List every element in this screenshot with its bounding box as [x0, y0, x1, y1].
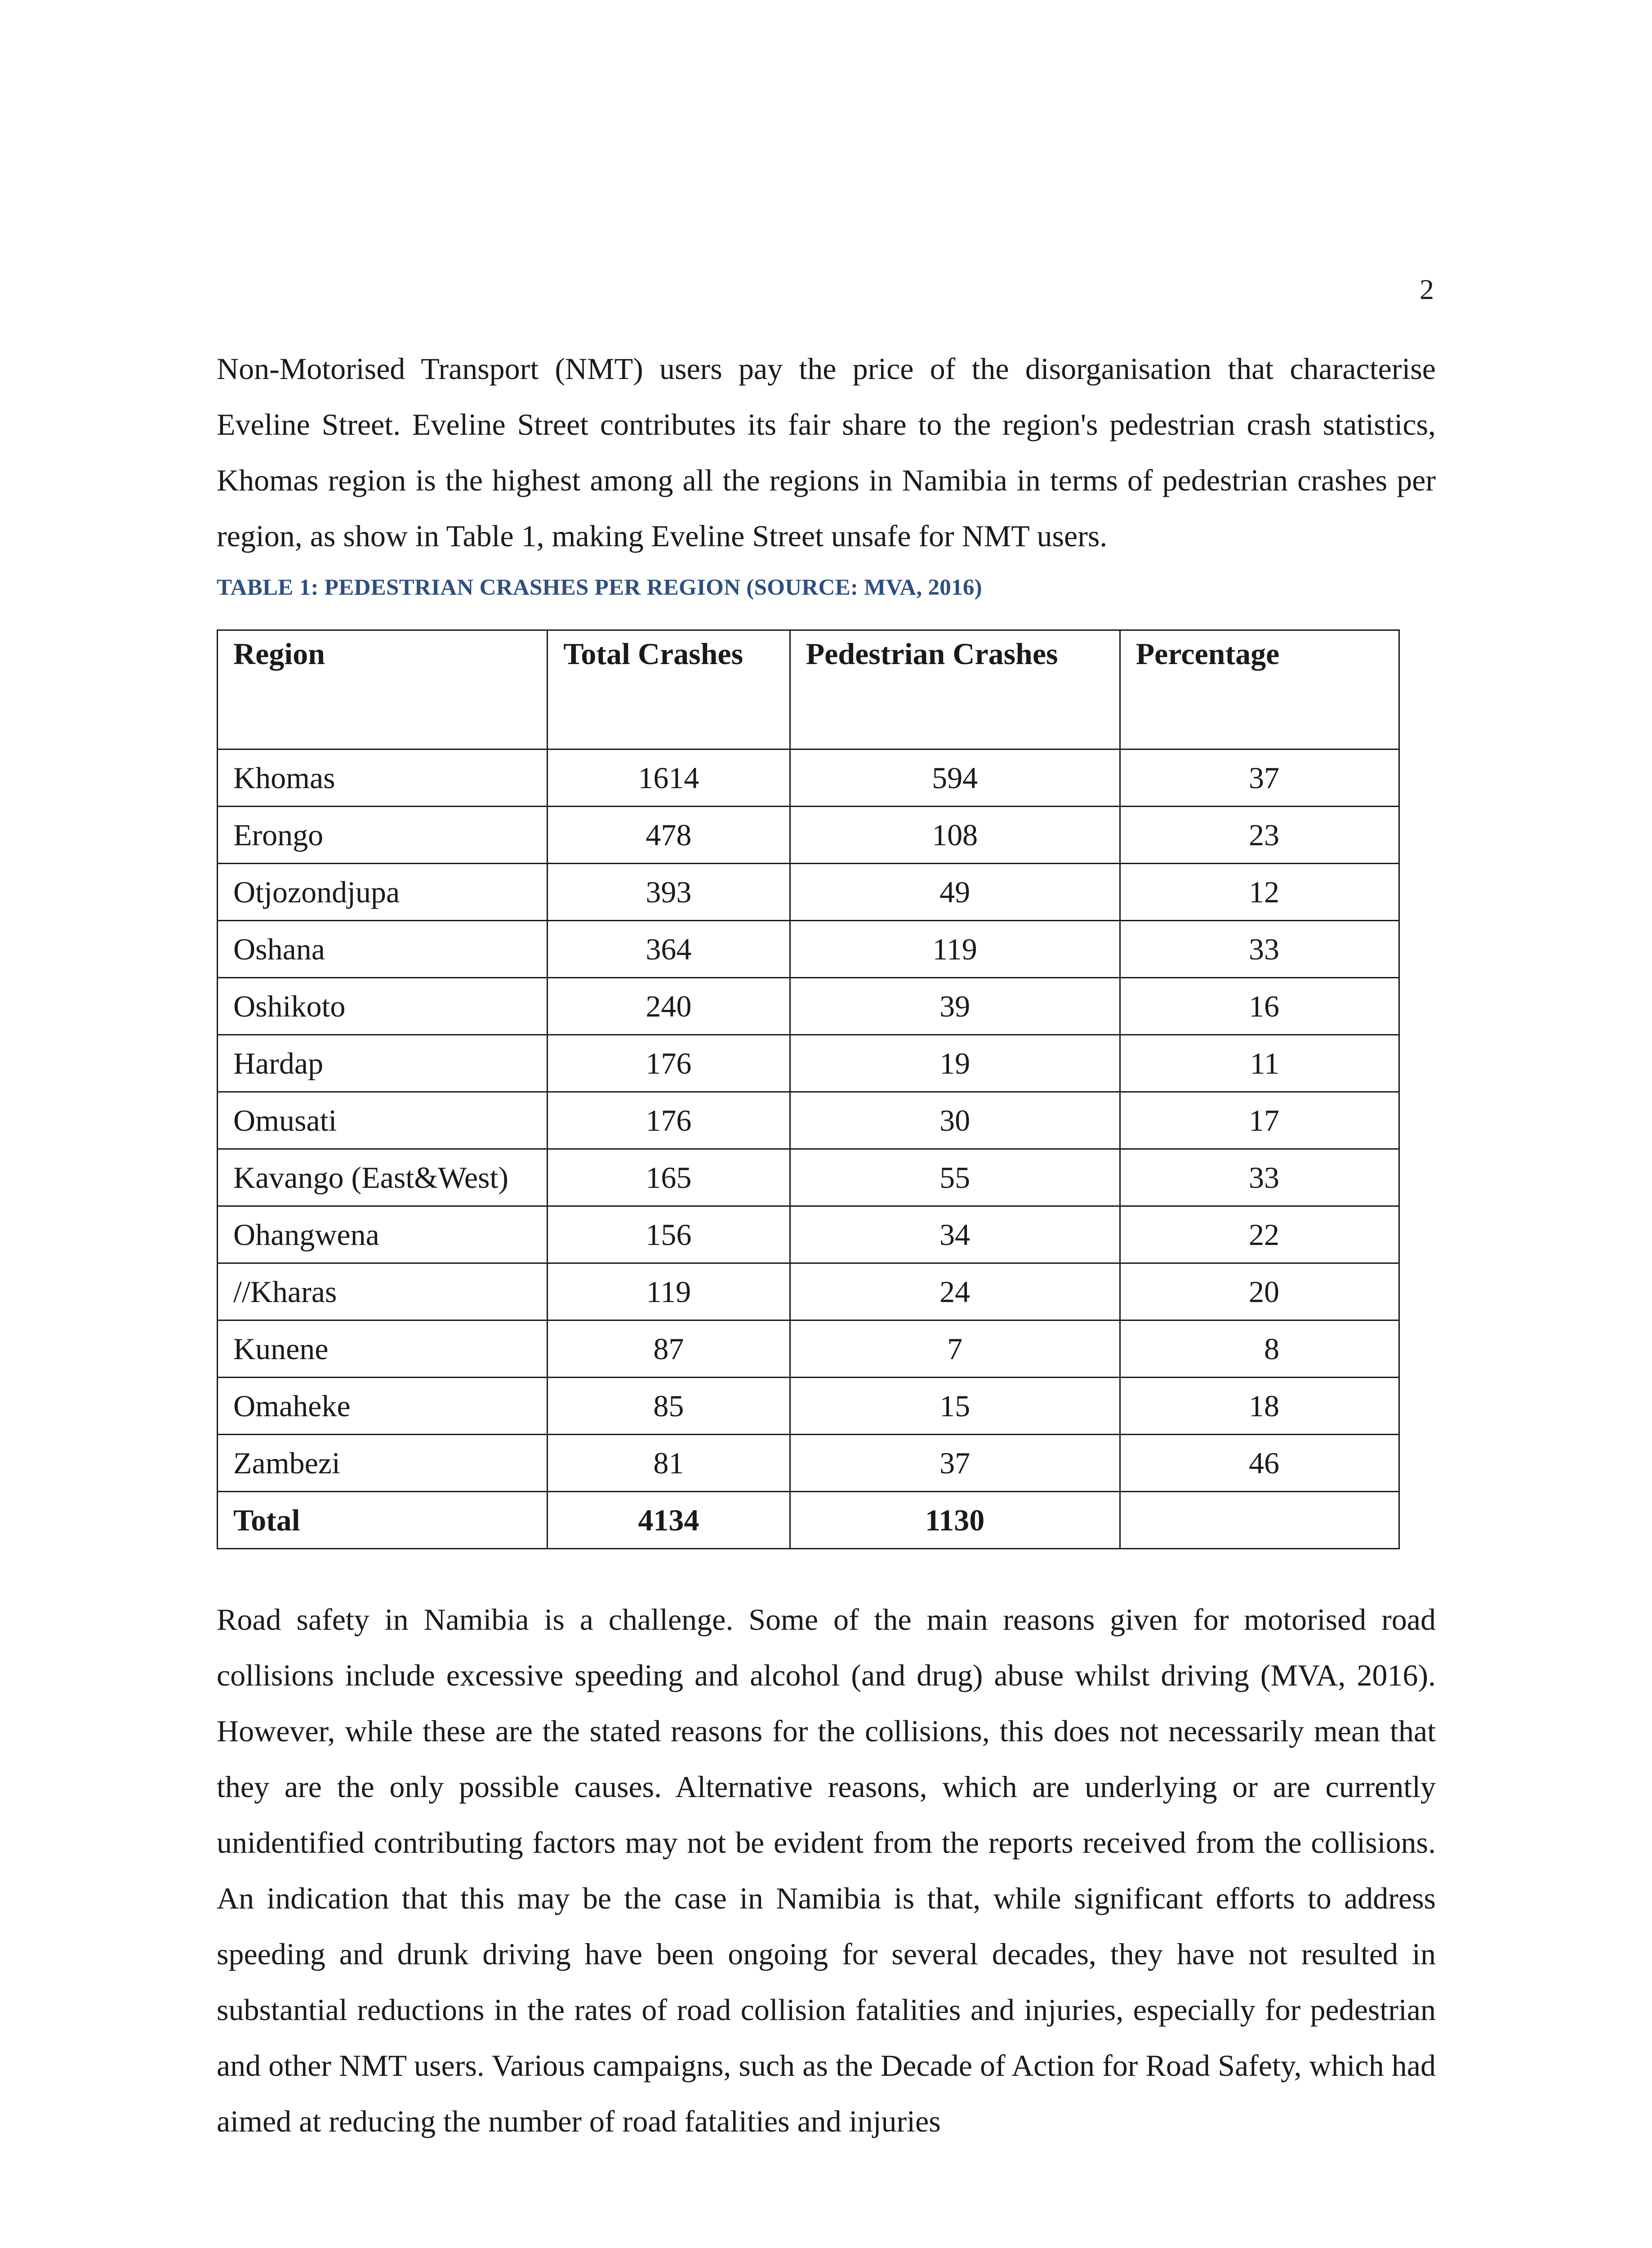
cell-pedestrian-crashes: 39: [790, 978, 1120, 1035]
cell-total-crashes: 364: [548, 921, 790, 978]
cell-total-crashes: 176: [548, 1092, 790, 1149]
table-row: [218, 1206, 1399, 1263]
cell-total-crashes: 165: [548, 1149, 790, 1206]
cell-region: Zambezi: [218, 1435, 548, 1492]
cell-region: Oshana: [218, 921, 548, 978]
cell-percentage: 11: [1120, 1035, 1399, 1092]
cell-percentage: 8: [1120, 1320, 1399, 1378]
cell-pedestrian-crashes: 15: [790, 1378, 1120, 1435]
table-row: [218, 1378, 1399, 1435]
cell-region: //Kharas: [218, 1263, 548, 1320]
cell-region: Kavango (East&West): [218, 1149, 548, 1206]
cell-percentage: 20: [1120, 1263, 1399, 1320]
body-paragraph-road-safety: Road safety in Namibia is a challenge. Some of the main reasons given for motorised road collisions include excessive speeding and alcohol (and drug) abuse whilst driving (MVA, 2016). However, while these are the stated reasons for the collisions, this does not necessarily mean that they are the only possible causes. Alternative reasons, which are underlying or are currently unidentified contributing factors may not be evident from the reports received from the collisions. An indication that this may be the case in Namibia is that, while significant efforts to address speeding and drunk driving have been ongoing for several decades, they have not resulted in substantial reductions in the rates of road collision fatalities and injuries, especially for pedestrian and other NMT users. Various campaigns, such as the Decade of Action for Road Safety, which had aimed at reducing the number of road fatalities and injuries: [217, 1602, 1436, 2138]
cell-percentage: 17: [1120, 1092, 1399, 1149]
cell-total-crashes: 87: [548, 1320, 790, 1378]
cell-pedestrian-crashes: 119: [790, 921, 1120, 978]
pedestrian-crashes-table: [217, 629, 1400, 1549]
cell-pedestrian-crashes: 37: [790, 1435, 1120, 1492]
cell-percentage: 16: [1120, 978, 1399, 1035]
cell-total-crashes: 156: [548, 1206, 790, 1263]
cell-pedestrian-crashes: 19: [790, 1035, 1120, 1092]
table-row: [218, 1320, 1399, 1378]
table-total-row: [218, 1492, 1399, 1549]
cell-pedestrian-crashes: 55: [790, 1149, 1120, 1206]
cell-total-crashes: 85: [548, 1378, 790, 1435]
cell-pedestrian-crashes: 49: [790, 864, 1120, 921]
body-paragraph-intro: Non-Motorised Transport (NMT) users pay the price of the disorganisation that characterise Eveline Street. Eveline Street contributes its fair share to the region's pedestrian crash statistics, Khomas region is the highest among all the regions in Namibia in terms of pedestrian crashes per region, as show in Table 1, making Eveline Street unsafe for NMT users.: [217, 352, 1436, 553]
table-row: [218, 749, 1399, 807]
cell-total-crashes-sum: 4134: [548, 1492, 790, 1549]
header-total-crashes: Total Crashes: [548, 630, 790, 749]
cell-pedestrian-crashes-sum: 1130: [790, 1492, 1120, 1549]
cell-pedestrian-crashes: 108: [790, 807, 1120, 864]
cell-region: Kunene: [218, 1320, 548, 1378]
cell-percentage: 12: [1120, 864, 1399, 921]
table-row: [218, 1092, 1399, 1149]
table-row: [218, 1149, 1399, 1206]
cell-percentage: 22: [1120, 1206, 1399, 1263]
table-row: [218, 978, 1399, 1035]
cell-total-crashes: 478: [548, 807, 790, 864]
cell-region: Omaheke: [218, 1378, 548, 1435]
cell-pedestrian-crashes: 34: [790, 1206, 1120, 1263]
cell-percentage: 18: [1120, 1378, 1399, 1435]
cell-pedestrian-crashes: 24: [790, 1263, 1120, 1320]
cell-region: Otjozondjupa: [218, 864, 548, 921]
cell-pedestrian-crashes: 30: [790, 1092, 1120, 1149]
table-row: [218, 921, 1399, 978]
page-number: 2: [1420, 273, 1434, 305]
cell-total-crashes: 393: [548, 864, 790, 921]
cell-region: Omusati: [218, 1092, 548, 1149]
cell-total-label: Total: [218, 1492, 548, 1549]
table-header-row: [218, 630, 1399, 749]
cell-region: Ohangwena: [218, 1206, 548, 1263]
cell-total-crashes: 119: [548, 1263, 790, 1320]
cell-percentage: 37: [1120, 749, 1399, 807]
table-row: [218, 864, 1399, 921]
header-percentage: Percentage: [1120, 630, 1399, 749]
cell-total-crashes: 240: [548, 978, 790, 1035]
table-caption: TABLE 1: PEDESTRIAN CRASHES PER REGION (SOURCE: MVA, 2016): [217, 575, 982, 600]
header-region: Region: [218, 630, 548, 749]
cell-region: Erongo: [218, 807, 548, 864]
cell-percentage-total: [1120, 1492, 1399, 1549]
cell-region: Khomas: [218, 749, 548, 807]
cell-percentage: 46: [1120, 1435, 1399, 1492]
cell-total-crashes: 1614: [548, 749, 790, 807]
cell-percentage: 23: [1120, 807, 1399, 864]
table-row: [218, 1263, 1399, 1320]
header-pedestrian-crashes: Pedestrian Crashes: [790, 630, 1120, 749]
cell-percentage: 33: [1120, 921, 1399, 978]
cell-region: Hardap: [218, 1035, 548, 1092]
cell-pedestrian-crashes: 594: [790, 749, 1120, 807]
cell-total-crashes: 81: [548, 1435, 790, 1492]
cell-total-crashes: 176: [548, 1035, 790, 1092]
cell-region: Oshikoto: [218, 978, 548, 1035]
table-row: [218, 1435, 1399, 1492]
table-row: [218, 1035, 1399, 1092]
cell-pedestrian-crashes: 7: [790, 1320, 1120, 1378]
table-row: [218, 807, 1399, 864]
cell-percentage: 33: [1120, 1149, 1399, 1206]
